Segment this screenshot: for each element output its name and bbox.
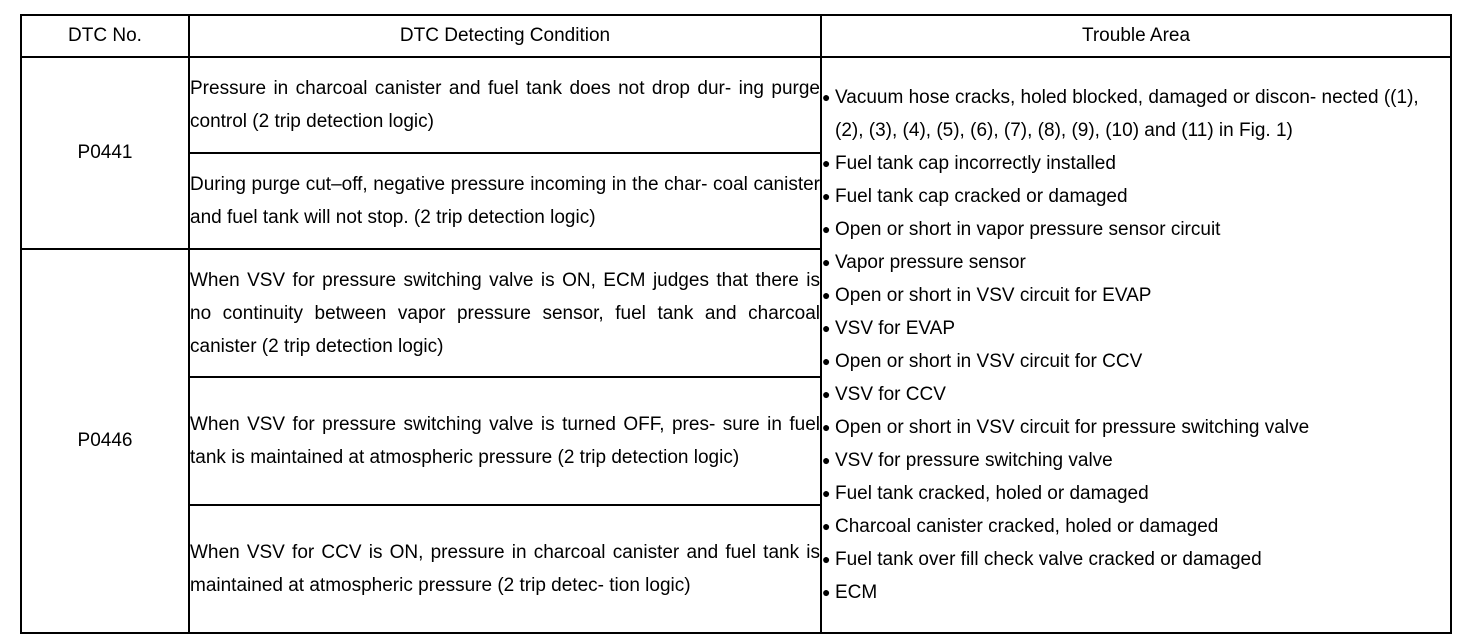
trouble-area-text: Vapor pressure sensor [835,252,1026,273]
list-item [822,510,1450,543]
header-dtc-no: DTC No. [21,15,189,57]
trouble-area-text: Fuel tank cracked, holed or damaged [835,483,1149,504]
trouble-area-text: ECM [835,582,878,603]
list-item [822,81,1450,147]
trouble-area-text: Fuel tank cap cracked or damaged [835,186,1128,207]
trouble-area-text: Fuel tank cap incorrectly installed [835,153,1116,174]
detecting-condition: When VSV for pressure switching valve is ON, ECM judges that there is no continuity between vapor pressure sensor, fuel tank and charcoal canister (2 trip detection logic) [189,249,821,377]
trouble-area-text: Open or short in VSV circuit for pressure switching valve [835,417,1310,438]
trouble-area-text: Vacuum hose cracks, holed blocked, damaged or discon- nected ((1), (2), (3), (4), (5), (6), (7), (8), (9), (10) and (11) in Fig. 1) [835,87,1419,141]
list-item [822,543,1450,576]
trouble-area-text: VSV for pressure switching valve [835,450,1113,471]
trouble-area-text: Fuel tank over fill check valve cracked or damaged [835,549,1262,570]
list-item [822,147,1450,180]
bullet-icon: ● [822,188,831,204]
list-item [822,411,1450,444]
bullet-icon: ● [822,287,831,303]
header-condition: DTC Detecting Condition [189,15,821,57]
dtc-code: P0446 [21,249,189,633]
bullet-icon: ● [822,584,831,600]
detecting-condition: During purge cut–off, negative pressure incoming in the char- coal canister and fuel tank will not stop. (2 trip detection logic) [189,153,821,249]
trouble-area-text: VSV for CCV [835,384,946,405]
list-item [822,312,1450,345]
dtc-table [20,14,1452,634]
detecting-condition: When VSV for pressure switching valve is turned OFF, pres- sure in fuel tank is maintained at atmospheric pressure (2 trip detection logic) [189,377,821,505]
list-item [822,378,1450,411]
trouble-area-text: VSV for EVAP [835,318,956,339]
bullet-icon: ● [822,353,831,369]
trouble-area-cell [821,57,1451,633]
trouble-area-list [822,81,1450,609]
trouble-area-text: Open or short in VSV circuit for CCV [835,351,1143,372]
bullet-icon: ● [822,221,831,237]
bullet-icon: ● [822,89,831,105]
bullet-icon: ● [822,452,831,468]
table-row [21,57,1451,153]
header-trouble-area: Trouble Area [821,15,1451,57]
bullet-icon: ● [822,419,831,435]
dtc-code: P0441 [21,57,189,249]
bullet-icon: ● [822,518,831,534]
header-row [21,15,1451,57]
bullet-icon: ● [822,551,831,567]
list-item [822,576,1450,609]
bullet-icon: ● [822,386,831,402]
trouble-area-text: Open or short in vapor pressure sensor circuit [835,219,1221,240]
bullet-icon: ● [822,155,831,171]
detecting-condition: When VSV for CCV is ON, pressure in charcoal canister and fuel tank is maintained at atmospheric pressure (2 trip detec- tion logic) [189,505,821,633]
list-item [822,180,1450,213]
list-item [822,246,1450,279]
trouble-area-text: Charcoal canister cracked, holed or damaged [835,516,1219,537]
list-item [822,477,1450,510]
list-item [822,444,1450,477]
list-item [822,213,1450,246]
bullet-icon: ● [822,320,831,336]
bullet-icon: ● [822,485,831,501]
detecting-condition: Pressure in charcoal canister and fuel tank does not drop dur- ing purge control (2 trip detection logic) [189,57,821,153]
trouble-area-text: Open or short in VSV circuit for EVAP [835,285,1152,306]
list-item [822,279,1450,312]
bullet-icon: ● [822,254,831,270]
list-item [822,345,1450,378]
